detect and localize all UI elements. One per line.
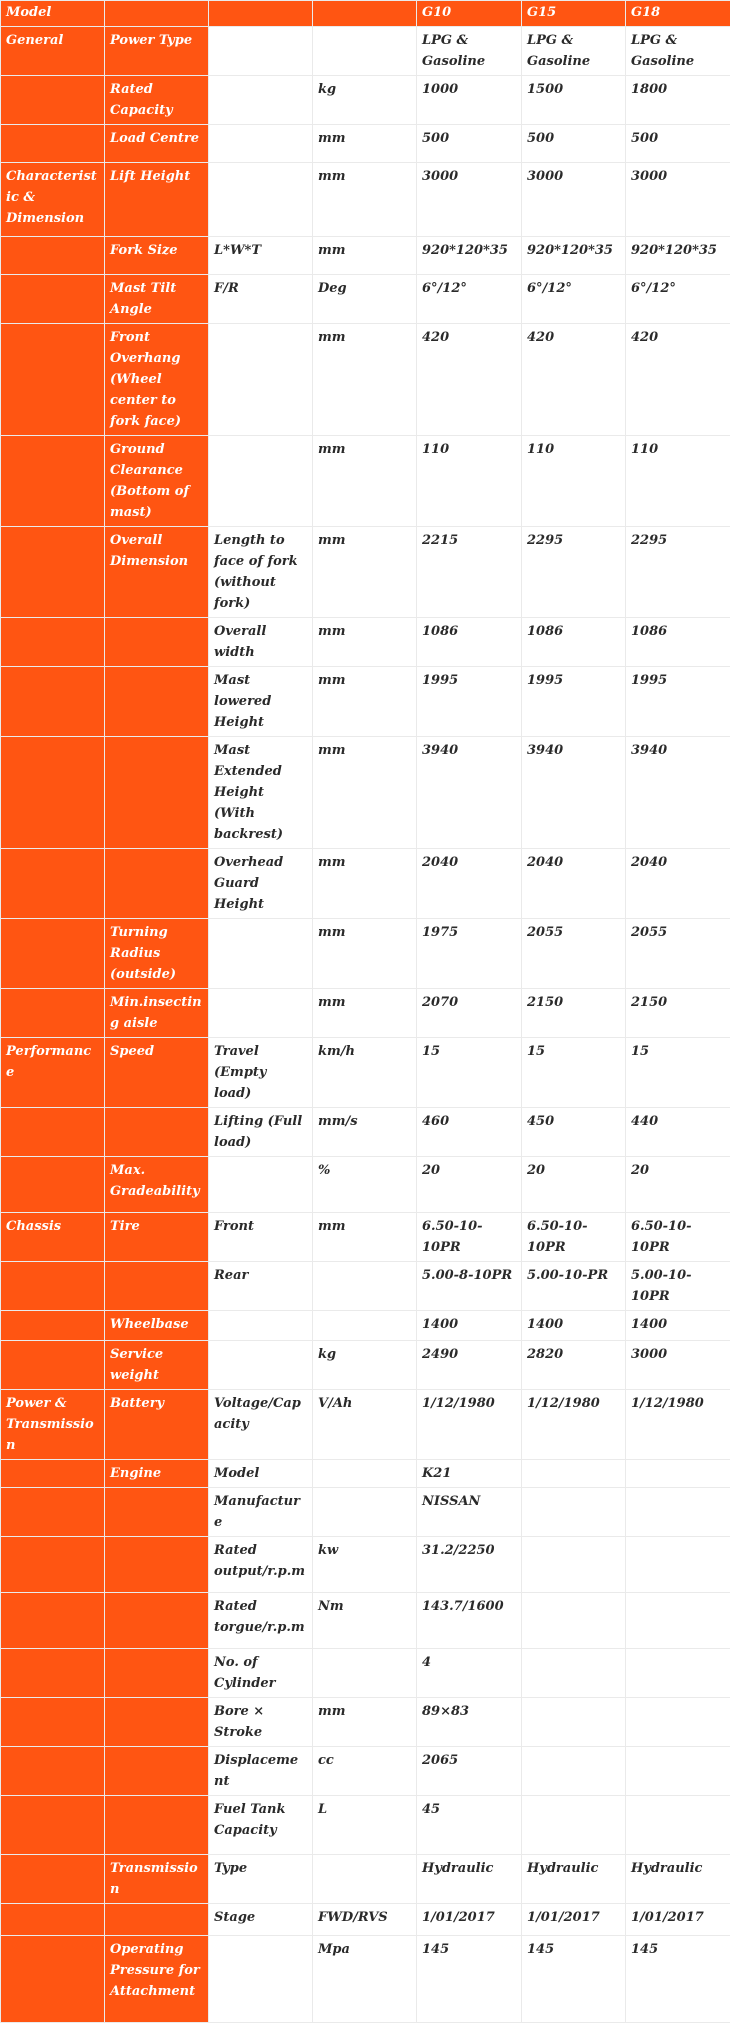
unit-cell: V/Ah: [313, 1390, 417, 1460]
parameter-cell: Operating Pressure for Attachment: [105, 1936, 209, 2023]
g15-value-cell: [522, 1796, 626, 1855]
table-row: [1, 436, 730, 527]
table-row: [1, 237, 730, 275]
g15-value-cell: 1400: [522, 1311, 626, 1341]
parameter-cell: Battery: [105, 1390, 209, 1460]
g10-value-cell: 4: [417, 1649, 522, 1698]
g18-value-cell: [626, 1460, 730, 1488]
g18-value-cell: 1/12/1980: [626, 1390, 730, 1460]
g10-value-cell: 1995: [417, 667, 522, 737]
category-cell: Chassis: [1, 1213, 105, 1262]
g15-value-cell: 2295: [522, 527, 626, 618]
subparameter-cell: Mast Extended Height (With backrest): [209, 737, 313, 849]
parameter-cell: Fork Size: [105, 237, 209, 275]
parameter-cell: [105, 737, 209, 849]
subparameter-cell: [209, 1341, 313, 1390]
g15-value-cell: 1995: [522, 667, 626, 737]
parameter-cell: Turning Radius (outside): [105, 919, 209, 989]
header-cell-g15: G15: [522, 1, 626, 27]
g18-value-cell: [626, 1796, 730, 1855]
category-cell: [1, 1855, 105, 1904]
g10-value-cell: 1400: [417, 1311, 522, 1341]
unit-cell: mm: [313, 919, 417, 989]
parameter-cell: Overall Dimension: [105, 527, 209, 618]
category-cell: [1, 1747, 105, 1796]
table-row: [1, 919, 730, 989]
unit-cell: mm: [313, 849, 417, 919]
category-cell: [1, 125, 105, 163]
g10-value-cell: 2070: [417, 989, 522, 1038]
category-cell: [1, 1488, 105, 1537]
g10-value-cell: 3000: [417, 163, 522, 237]
table-row: [1, 324, 730, 436]
g10-value-cell: 110: [417, 436, 522, 527]
table-row: [1, 737, 730, 849]
category-cell: [1, 667, 105, 737]
unit-cell: [313, 1460, 417, 1488]
unit-cell: [313, 1488, 417, 1537]
unit-cell: mm: [313, 1698, 417, 1747]
unit-cell: mm/s: [313, 1108, 417, 1157]
category-cell: [1, 324, 105, 436]
g10-value-cell: LPG & Gasoline: [417, 27, 522, 76]
parameter-cell: Speed: [105, 1038, 209, 1108]
g10-value-cell: 15: [417, 1038, 522, 1108]
subparameter-cell: [209, 163, 313, 237]
subparameter-cell: No. of Cylinder: [209, 1649, 313, 1698]
category-cell: [1, 1262, 105, 1311]
header-row: [1, 1, 730, 27]
g15-value-cell: 5.00-10-PR: [522, 1262, 626, 1311]
category-cell: [1, 1157, 105, 1213]
category-cell: [1, 1108, 105, 1157]
parameter-cell: Engine: [105, 1460, 209, 1488]
header-cell-blank: [209, 1, 313, 27]
unit-cell: Mpa: [313, 1936, 417, 2023]
g18-value-cell: 1/01/2017: [626, 1904, 730, 1936]
parameter-cell: Rated Capacity: [105, 76, 209, 125]
g10-value-cell: 1/12/1980: [417, 1390, 522, 1460]
g18-value-cell: 110: [626, 436, 730, 527]
subparameter-cell: Bore × Stroke: [209, 1698, 313, 1747]
g15-value-cell: 2055: [522, 919, 626, 989]
g18-value-cell: 2055: [626, 919, 730, 989]
subparameter-cell: [209, 1311, 313, 1341]
g15-value-cell: [522, 1747, 626, 1796]
g10-value-cell: 2490: [417, 1341, 522, 1390]
table-row: [1, 1649, 730, 1698]
g10-value-cell: 6.50-10-10PR: [417, 1213, 522, 1262]
unit-cell: [313, 1855, 417, 1904]
g15-value-cell: 450: [522, 1108, 626, 1157]
category-cell: [1, 1796, 105, 1855]
category-cell: Performance: [1, 1038, 105, 1108]
parameter-cell: [105, 1537, 209, 1593]
category-cell: [1, 1460, 105, 1488]
g18-value-cell: 6°/12°: [626, 275, 730, 324]
parameter-cell: [105, 1796, 209, 1855]
table-row: [1, 989, 730, 1038]
g18-value-cell: 920*120*35: [626, 237, 730, 275]
g18-value-cell: [626, 1698, 730, 1747]
category-cell: [1, 1341, 105, 1390]
g15-value-cell: [522, 1488, 626, 1537]
table-row: [1, 125, 730, 163]
subparameter-cell: Overall width: [209, 618, 313, 667]
category-cell: [1, 237, 105, 275]
category-cell: [1, 919, 105, 989]
parameter-cell: [105, 618, 209, 667]
table-row: [1, 163, 730, 237]
unit-cell: mm: [313, 436, 417, 527]
subparameter-cell: Stage: [209, 1904, 313, 1936]
unit-cell: mm: [313, 989, 417, 1038]
unit-cell: cc: [313, 1747, 417, 1796]
category-cell: [1, 989, 105, 1038]
subparameter-cell: [209, 76, 313, 125]
parameter-cell: [105, 1747, 209, 1796]
category-cell: [1, 1537, 105, 1593]
table-row: [1, 1311, 730, 1341]
g15-value-cell: 20: [522, 1157, 626, 1213]
parameter-cell: [105, 1262, 209, 1311]
table-row: [1, 1593, 730, 1649]
table-row: [1, 1341, 730, 1390]
unit-cell: kw: [313, 1537, 417, 1593]
parameter-cell: Front Overhang (Wheel center to fork face): [105, 324, 209, 436]
g15-value-cell: 6°/12°: [522, 275, 626, 324]
parameter-cell: Max. Gradeability: [105, 1157, 209, 1213]
category-cell: [1, 1904, 105, 1936]
spec-table-body: [1, 1, 730, 2023]
g18-value-cell: 5.00-10-10PR: [626, 1262, 730, 1311]
unit-cell: mm: [313, 125, 417, 163]
subparameter-cell: [209, 324, 313, 436]
table-row: [1, 1213, 730, 1262]
g15-value-cell: [522, 1649, 626, 1698]
subparameter-cell: [209, 1936, 313, 2023]
subparameter-cell: Overhead Guard Height: [209, 849, 313, 919]
subparameter-cell: Rated output/r.p.m: [209, 1537, 313, 1593]
category-cell: Power & Transmission: [1, 1390, 105, 1460]
unit-cell: kg: [313, 76, 417, 125]
header-cell-model: Model: [1, 1, 105, 27]
subparameter-cell: Voltage/Capacity: [209, 1390, 313, 1460]
g18-value-cell: 420: [626, 324, 730, 436]
g15-value-cell: 6.50-10-10PR: [522, 1213, 626, 1262]
unit-cell: kg: [313, 1341, 417, 1390]
parameter-cell: Power Type: [105, 27, 209, 76]
g15-value-cell: 3940: [522, 737, 626, 849]
subparameter-cell: [209, 1157, 313, 1213]
table-row: [1, 1038, 730, 1108]
subparameter-cell: Displacement: [209, 1747, 313, 1796]
unit-cell: mm: [313, 163, 417, 237]
table-row: [1, 618, 730, 667]
parameter-cell: [105, 1593, 209, 1649]
unit-cell: mm: [313, 667, 417, 737]
category-cell: [1, 527, 105, 618]
g10-value-cell: 143.7/1600: [417, 1593, 522, 1649]
table-row: [1, 1108, 730, 1157]
g10-value-cell: 20: [417, 1157, 522, 1213]
table-row: [1, 1796, 730, 1855]
g10-value-cell: 3940: [417, 737, 522, 849]
subparameter-cell: F/R: [209, 275, 313, 324]
g18-value-cell: LPG & Gasoline: [626, 27, 730, 76]
subparameter-cell: [209, 125, 313, 163]
g18-value-cell: [626, 1537, 730, 1593]
g10-value-cell: 500: [417, 125, 522, 163]
unit-cell: [313, 1262, 417, 1311]
g15-value-cell: 1/12/1980: [522, 1390, 626, 1460]
g18-value-cell: [626, 1649, 730, 1698]
table-row: [1, 1460, 730, 1488]
g10-value-cell: 920*120*35: [417, 237, 522, 275]
table-row: [1, 1390, 730, 1460]
g15-value-cell: 1086: [522, 618, 626, 667]
parameter-cell: Min.insecting aisle: [105, 989, 209, 1038]
parameter-cell: Transmission: [105, 1855, 209, 1904]
g15-value-cell: 145: [522, 1936, 626, 2023]
g18-value-cell: Hydraulic: [626, 1855, 730, 1904]
table-row: [1, 27, 730, 76]
parameter-cell: Mast Tilt Angle: [105, 275, 209, 324]
header-cell-g10: G10: [417, 1, 522, 27]
unit-cell: Nm: [313, 1593, 417, 1649]
table-row: [1, 1698, 730, 1747]
unit-cell: FWD/RVS: [313, 1904, 417, 1936]
parameter-cell: Wheelbase: [105, 1311, 209, 1341]
g10-value-cell: NISSAN: [417, 1488, 522, 1537]
unit-cell: %: [313, 1157, 417, 1213]
g15-value-cell: 15: [522, 1038, 626, 1108]
g18-value-cell: [626, 1747, 730, 1796]
g15-value-cell: 1/01/2017: [522, 1904, 626, 1936]
g18-value-cell: 1400: [626, 1311, 730, 1341]
g15-value-cell: 2820: [522, 1341, 626, 1390]
category-cell: [1, 618, 105, 667]
category-cell: [1, 1936, 105, 2023]
g10-value-cell: 1086: [417, 618, 522, 667]
parameter-cell: Service weight: [105, 1341, 209, 1390]
g10-value-cell: 31.2/2250: [417, 1537, 522, 1593]
category-cell: [1, 849, 105, 919]
category-cell: [1, 76, 105, 125]
g18-value-cell: [626, 1593, 730, 1649]
g10-value-cell: 420: [417, 324, 522, 436]
unit-cell: mm: [313, 737, 417, 849]
unit-cell: mm: [313, 1213, 417, 1262]
unit-cell: km/h: [313, 1038, 417, 1108]
category-cell: [1, 436, 105, 527]
category-cell: [1, 275, 105, 324]
g18-value-cell: 3000: [626, 163, 730, 237]
unit-cell: [313, 1649, 417, 1698]
subparameter-cell: [209, 989, 313, 1038]
subparameter-cell: Rear: [209, 1262, 313, 1311]
header-cell-blank: [105, 1, 209, 27]
g18-value-cell: 1086: [626, 618, 730, 667]
g18-value-cell: 1995: [626, 667, 730, 737]
table-row: [1, 1262, 730, 1311]
subparameter-cell: [209, 436, 313, 527]
subparameter-cell: Model: [209, 1460, 313, 1488]
g10-value-cell: 1000: [417, 76, 522, 125]
table-row: [1, 527, 730, 618]
subparameter-cell: Travel (Empty load): [209, 1038, 313, 1108]
g10-value-cell: Hydraulic: [417, 1855, 522, 1904]
g15-value-cell: LPG & Gasoline: [522, 27, 626, 76]
parameter-cell: Lift Height: [105, 163, 209, 237]
g18-value-cell: 2040: [626, 849, 730, 919]
unit-cell: mm: [313, 527, 417, 618]
g10-value-cell: K21: [417, 1460, 522, 1488]
g10-value-cell: 2040: [417, 849, 522, 919]
g18-value-cell: 3940: [626, 737, 730, 849]
table-row: [1, 76, 730, 125]
subparameter-cell: Lifting (Full load): [209, 1108, 313, 1157]
g10-value-cell: 145: [417, 1936, 522, 2023]
g10-value-cell: 1975: [417, 919, 522, 989]
g15-value-cell: [522, 1537, 626, 1593]
table-row: [1, 1747, 730, 1796]
unit-cell: L: [313, 1796, 417, 1855]
table-row: [1, 1855, 730, 1904]
subparameter-cell: Front: [209, 1213, 313, 1262]
category-cell: Characteristic & Dimension: [1, 163, 105, 237]
g15-value-cell: 3000: [522, 163, 626, 237]
g15-value-cell: [522, 1593, 626, 1649]
category-cell: [1, 1649, 105, 1698]
g18-value-cell: 3000: [626, 1341, 730, 1390]
parameter-cell: [105, 1904, 209, 1936]
g10-value-cell: 2065: [417, 1747, 522, 1796]
table-row: [1, 849, 730, 919]
unit-cell: [313, 1311, 417, 1341]
g15-value-cell: 110: [522, 436, 626, 527]
table-row: [1, 1936, 730, 2023]
g18-value-cell: 145: [626, 1936, 730, 2023]
g18-value-cell: [626, 1488, 730, 1537]
subparameter-cell: Mast lowered Height: [209, 667, 313, 737]
g15-value-cell: Hydraulic: [522, 1855, 626, 1904]
parameter-cell: [105, 1649, 209, 1698]
category-cell: [1, 1593, 105, 1649]
subparameter-cell: Length to face of fork (without fork): [209, 527, 313, 618]
subparameter-cell: Fuel Tank Capacity: [209, 1796, 313, 1855]
table-row: [1, 275, 730, 324]
g18-value-cell: 440: [626, 1108, 730, 1157]
header-cell-g18: G18: [626, 1, 730, 27]
unit-cell: mm: [313, 237, 417, 275]
category-cell: General: [1, 27, 105, 76]
g15-value-cell: [522, 1460, 626, 1488]
table-row: [1, 1904, 730, 1936]
parameter-cell: [105, 1698, 209, 1747]
parameter-cell: [105, 849, 209, 919]
table-row: [1, 667, 730, 737]
g10-value-cell: 45: [417, 1796, 522, 1855]
g18-value-cell: 15: [626, 1038, 730, 1108]
unit-cell: mm: [313, 618, 417, 667]
subparameter-cell: Type: [209, 1855, 313, 1904]
header-cell-blank: [313, 1, 417, 27]
parameter-cell: [105, 1488, 209, 1537]
g18-value-cell: 500: [626, 125, 730, 163]
unit-cell: Deg: [313, 275, 417, 324]
unit-cell: [313, 27, 417, 76]
parameter-cell: [105, 667, 209, 737]
subparameter-cell: [209, 919, 313, 989]
table-row: [1, 1537, 730, 1593]
g10-value-cell: 2215: [417, 527, 522, 618]
g10-value-cell: 5.00-8-10PR: [417, 1262, 522, 1311]
g18-value-cell: 20: [626, 1157, 730, 1213]
g10-value-cell: 6°/12°: [417, 275, 522, 324]
parameter-cell: Tire: [105, 1213, 209, 1262]
g18-value-cell: 2150: [626, 989, 730, 1038]
category-cell: [1, 1311, 105, 1341]
g15-value-cell: 2040: [522, 849, 626, 919]
g10-value-cell: 1/01/2017: [417, 1904, 522, 1936]
unit-cell: mm: [313, 324, 417, 436]
subparameter-cell: L*W*T: [209, 237, 313, 275]
table-row: [1, 1488, 730, 1537]
g15-value-cell: [522, 1698, 626, 1747]
g15-value-cell: 2150: [522, 989, 626, 1038]
g18-value-cell: 6.50-10-10PR: [626, 1213, 730, 1262]
category-cell: [1, 1698, 105, 1747]
g18-value-cell: 2295: [626, 527, 730, 618]
parameter-cell: [105, 1108, 209, 1157]
g18-value-cell: 1800: [626, 76, 730, 125]
category-cell: [1, 737, 105, 849]
g15-value-cell: 1500: [522, 76, 626, 125]
subparameter-cell: Rated torgue/r.p.m: [209, 1593, 313, 1649]
parameter-cell: Load Centre: [105, 125, 209, 163]
table-row: [1, 1157, 730, 1213]
subparameter-cell: [209, 27, 313, 76]
g15-value-cell: 920*120*35: [522, 237, 626, 275]
g15-value-cell: 500: [522, 125, 626, 163]
g10-value-cell: 89×83: [417, 1698, 522, 1747]
g15-value-cell: 420: [522, 324, 626, 436]
parameter-cell: Ground Clearance (Bottom of mast): [105, 436, 209, 527]
g10-value-cell: 460: [417, 1108, 522, 1157]
subparameter-cell: Manufacture: [209, 1488, 313, 1537]
